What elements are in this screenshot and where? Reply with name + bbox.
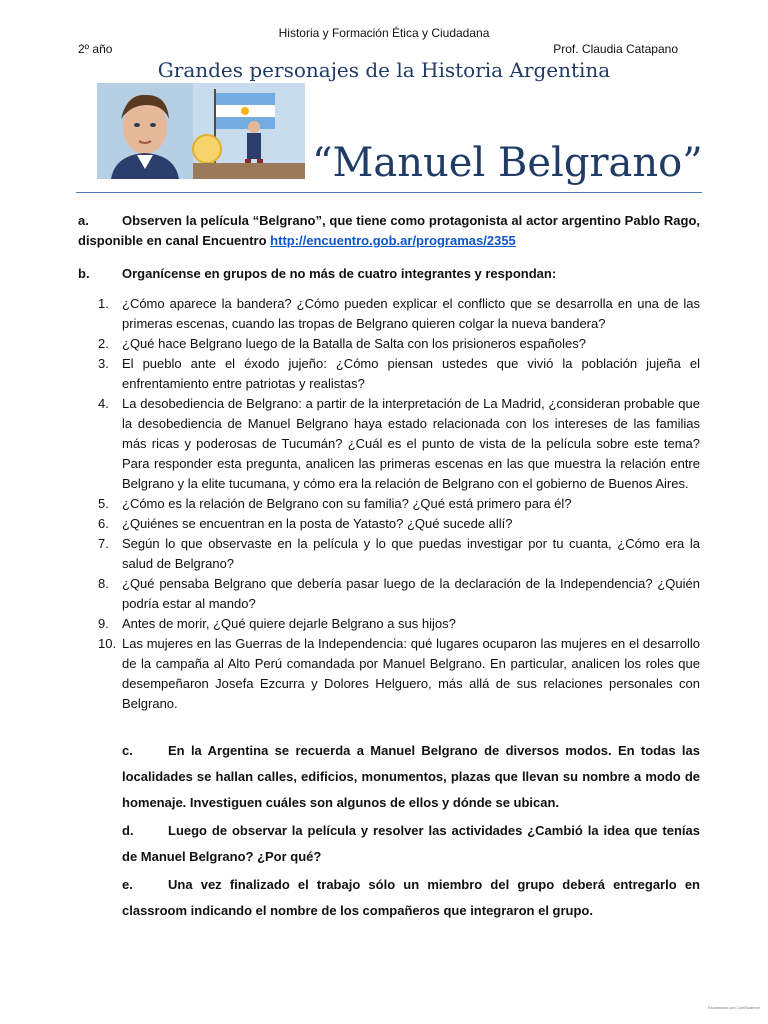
title-divider xyxy=(76,192,702,193)
question-item xyxy=(78,354,700,394)
section-b-text: Organícense en grupos de no más de cuatro integrantes y respondan: xyxy=(122,266,557,281)
question-text: ¿Qué pensaba Belgrano que debería pasar luego de la declaración de la Independencia? ¿Quién podría estar al mando? xyxy=(122,576,700,611)
document-title: “Manuel Belgrano” xyxy=(312,140,703,186)
task-c-text: En la Argentina se recuerda a Manuel Belgrano de diversos modos. En todas las localidades se hallan calles, edificios, monumentos, plazas que llevan su nombre a modo de homenaje. Investiguen cuáles son algunos de ellos y dónde se ubican. xyxy=(122,743,700,810)
question-item xyxy=(78,514,700,534)
question-text: Según lo que observaste en la película y lo que puedas investigar por tu cuanta, ¿Cómo era la salud de Belgrano? xyxy=(122,536,700,571)
question-number: 2. xyxy=(98,336,109,351)
question-text: ¿Cómo es la relación de Belgrano con su familia? ¿Qué está primero para él? xyxy=(122,496,572,511)
question-text: Antes de morir, ¿Qué quiere dejarle Belgrano a sus hijos? xyxy=(122,616,456,631)
task-c xyxy=(122,738,700,816)
encuentro-link[interactable]: http://encuentro.gob.ar/programas/2355 xyxy=(270,233,516,248)
header-teacher: Prof. Claudia Catapano xyxy=(553,42,678,56)
question-item xyxy=(78,494,700,514)
task-e xyxy=(122,872,700,924)
section-a-letter: a. xyxy=(78,213,89,228)
question-number: 6. xyxy=(98,516,109,531)
section-a-text: Observen la película “Belgrano”, que tiene como protagonista al actor argentino Pablo Rago, disponible en canal Encuentro xyxy=(78,213,700,248)
question-number: 10. xyxy=(98,636,117,651)
page-heading: Grandes personajes de la Historia Argentina xyxy=(157,58,611,82)
scanner-watermark: Escaneado con CamScanner xyxy=(707,1005,760,1010)
question-text: ¿Cómo aparece la bandera? ¿Cómo pueden explicar el conflicto que se desarrolla en una de las primeras escenas, cuando las tropas de Belgrano quieren colgar la nueva bandera? xyxy=(122,296,700,331)
question-number: 5. xyxy=(98,496,109,511)
task-d-text: Luego de observar la película y resolver las actividades ¿Cambió la idea que tenías de Manuel Belgrano? ¿Por qué? xyxy=(122,823,700,864)
belgrano-collage-image xyxy=(97,83,305,179)
question-item xyxy=(78,394,700,494)
task-e-letter: e. xyxy=(122,877,133,892)
question-item xyxy=(78,294,700,334)
question-number: 9. xyxy=(98,616,109,631)
header-grade: 2º año xyxy=(78,42,113,56)
question-number: 8. xyxy=(98,576,109,591)
question-text: ¿Qué hace Belgrano luego de la Batalla de Salta con los prisioneros españoles? xyxy=(122,336,586,351)
question-number: 1. xyxy=(98,296,109,311)
section-b xyxy=(78,264,700,284)
belgrano-portrait-illustration xyxy=(97,83,305,179)
question-item xyxy=(78,614,700,634)
question-text: La desobediencia de Belgrano: a partir de la interpretación de La Madrid, ¿consideran probable que la desobediencia de Manuel Belgrano haya estado relacionada con los intereses de las familias más ricas y poderosas de Tucumán? ¿Cuál es el punto de vista de la película sobre este tema? Para responder esta pregunta, analicen las primeras escenas en las que muestra la relación entre Belgrano y la elite tucumana, y cómo era la relación de Belgrano con el gobierno de Buenos Aires. xyxy=(122,396,700,491)
question-item xyxy=(78,634,700,714)
question-item xyxy=(78,574,700,614)
question-list xyxy=(78,294,700,714)
task-c-letter: c. xyxy=(122,743,133,758)
question-text: El pueblo ante el éxodo jujeño: ¿Cómo piensan ustedes que vivió la población jujeña el enfrentamiento entre patriotas y realistas? xyxy=(122,356,700,391)
task-d xyxy=(122,818,700,870)
question-text: ¿Quiénes se encuentran en la posta de Yatasto? ¿Qué sucede allí? xyxy=(122,516,513,531)
question-text: Las mujeres en las Guerras de la Independencia: qué lugares ocuparon las mujeres en el desarrollo de la campaña al Alto Perú comandada por Manuel Belgrano. En particular, analicen los roles que desempeñaron Josefa Ezcurra y Dolores Helguero, más allá de sus relaciones personales con Belgrano. xyxy=(122,636,700,711)
question-item xyxy=(78,534,700,574)
question-number: 4. xyxy=(98,396,109,411)
header-subject: Historia y Formación Ética y Ciudadana xyxy=(278,26,490,40)
section-a xyxy=(78,211,700,251)
task-e-text: Una vez finalizado el trabajo sólo un miembro del grupo deberá entregarlo en classroom indicando el nombre de los compañeros que integraron el grupo. xyxy=(122,877,700,918)
question-number: 3. xyxy=(98,356,109,371)
section-b-letter: b. xyxy=(78,266,90,281)
question-number: 7. xyxy=(98,536,109,551)
task-d-letter: d. xyxy=(122,823,134,838)
question-item xyxy=(78,334,700,354)
